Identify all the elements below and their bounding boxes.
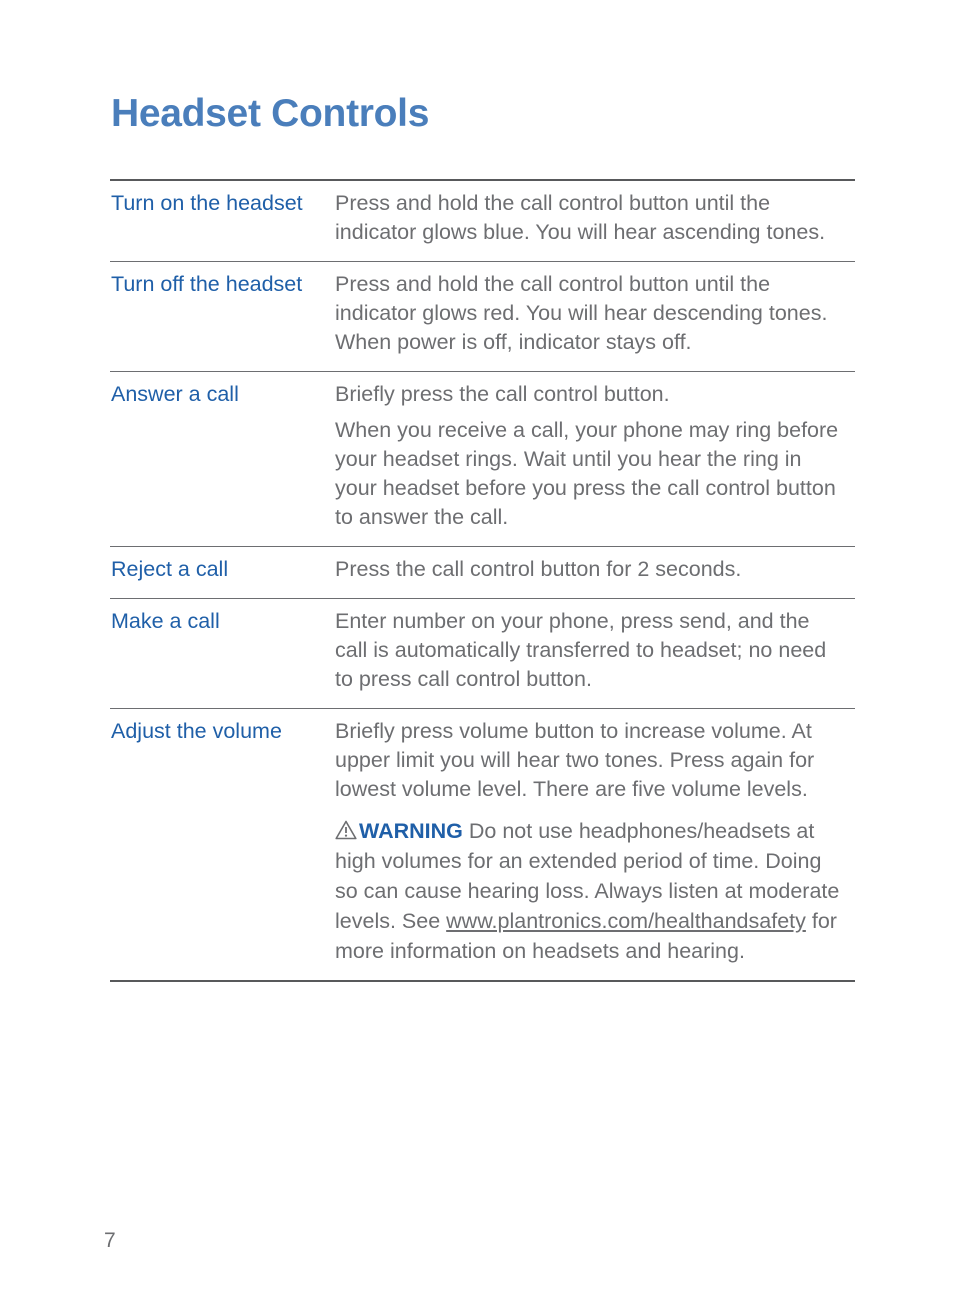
- page-title: Headset Controls: [111, 92, 430, 135]
- warning-text-end: for more information on headsets and hearing.: [335, 909, 837, 963]
- description-text: Briefly press volume button to increase volume. At upper limit you will hear two tones. Press again for lowest volume level. There are five volume levels.: [335, 719, 815, 801]
- description-text: Briefly press the call control button.: [335, 382, 670, 406]
- table-row-answer-call: [110, 372, 855, 547]
- warning-label: WARNING: [359, 819, 463, 843]
- description-text: When you receive a call, your phone may ring before your headset rings. Wait until you hear the ring in your headset before you press the call control button to answer the call.: [335, 418, 839, 529]
- row-description: [335, 270, 855, 357]
- row-label: Adjust the volume: [111, 719, 282, 743]
- table-row-make-call: [110, 599, 855, 709]
- row-label: Turn on the headset: [111, 191, 303, 215]
- row-label: Reject a call: [111, 557, 229, 581]
- warning-triangle-icon: [335, 820, 357, 840]
- row-description: [335, 717, 855, 966]
- row-description: [335, 555, 855, 584]
- description-text: Press and hold the call control button until the indicator glows blue. You will hear ascending tones.: [335, 191, 826, 244]
- row-description: [335, 189, 855, 247]
- description-text: Press the call control button for 2 seconds.: [335, 557, 742, 581]
- description-text: Enter number on your phone, press send, and the call is automatically transferred to headset; no need to press call control button.: [335, 609, 827, 691]
- row-label: Answer a call: [111, 382, 239, 406]
- row-description: [335, 607, 855, 694]
- page-number: 7: [104, 1229, 116, 1252]
- table-row-turn-off: [110, 262, 855, 372]
- warning-text: Do not use headphones/headsets at high volumes for an extended period of time. Doing so can cause hearing loss. Always listen at moderate levels. See: [335, 819, 840, 933]
- row-label: Make a call: [111, 609, 220, 633]
- controls-table: [110, 179, 855, 982]
- row-description: [335, 380, 855, 532]
- row-label: Turn off the headset: [111, 272, 303, 296]
- table-row-adjust-volume: [110, 709, 855, 982]
- description-text: Press and hold the call control button until the indicator glows red. You will hear descending tones. When power is off, indicator stays off.: [335, 272, 828, 354]
- warning-notice: [335, 816, 847, 966]
- table-row-turn-on: [110, 181, 855, 262]
- health-safety-link[interactable]: www.plantronics.com/healthandsafety: [446, 909, 806, 933]
- table-row-reject-call: [110, 547, 855, 599]
